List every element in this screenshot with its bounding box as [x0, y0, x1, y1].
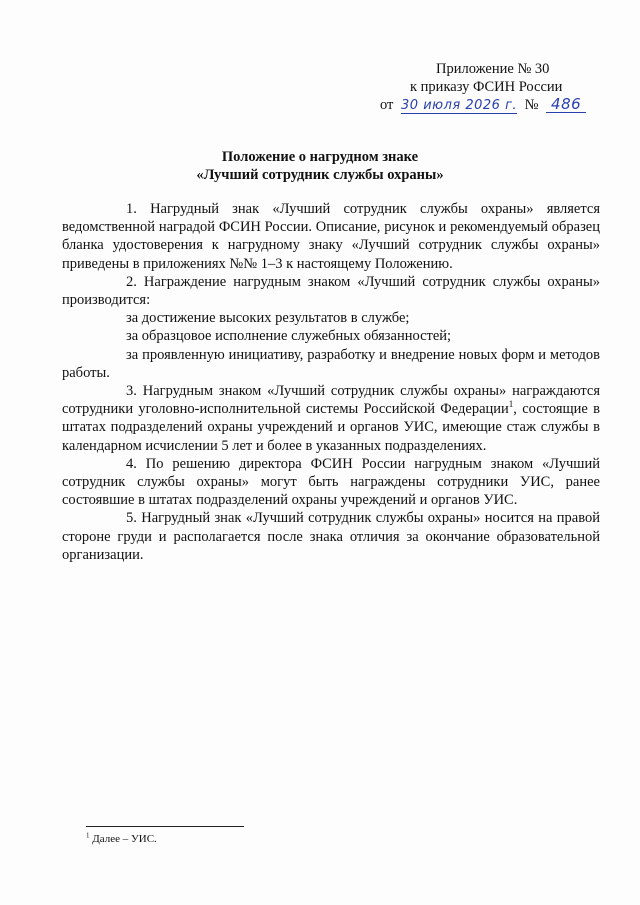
appendix-header — [380, 60, 610, 114]
paragraph-2-item-2: за образцовое исполнение служебных обязанностей; — [126, 328, 452, 345]
paragraph-5: 5. Нагрудный знак «Лучший сотрудник службы охраны» носится на правой стороне груди и располагается после знака отличия за окончание образовательной организации. — [62, 510, 600, 563]
order-reference: к приказу ФСИН России — [410, 79, 563, 95]
paragraph-1: 1. Нагрудный знак «Лучший сотрудник службы охраны» является ведомственной наградой ФСИН России. Описание, рисунок и рекомендуемый образец бланка удостоверения к нагрудному знаку «Лучший сотрудник службы охраны» приведены в приложениях №№ 1–3 к настоящему Положению. — [62, 201, 600, 272]
paragraph-2-item-1: за достижение высоких результатов в службе; — [126, 310, 410, 327]
paragraph-2: 2. Награждение нагрудным знаком «Лучший сотрудник службы охраны» производится: — [62, 273, 600, 309]
footnote-text: Далее – УИС. — [89, 833, 157, 845]
document-title — [60, 148, 580, 184]
footnote — [86, 832, 157, 846]
handwritten-number: 486 — [546, 97, 586, 113]
paragraph-3 — [62, 382, 600, 455]
paragraph-2-item-3: за проявленную инициативу, разработку и внедрение новых форм и методов работы. — [62, 346, 600, 381]
from-label: от — [380, 97, 394, 113]
title-line-2: «Лучший сотрудник службы охраны» — [196, 167, 444, 183]
order-date-number-line — [380, 96, 610, 114]
paragraph-3-start: 3. Нагрудным знаком «Лучший сотрудник службы охраны» награждаются сотрудники уголовно-исполнительной системы Российской Федерации — [62, 383, 600, 418]
handwritten-date: 30 июля 2026 г. — [401, 98, 518, 113]
footnote-mark: 1 — [86, 831, 90, 840]
footnote-reference-mark: 1 — [508, 399, 514, 410]
footnote-separator — [86, 826, 244, 827]
paragraph-4: 4. По решению директора ФСИН России нагрудным знаком «Лучший сотрудник службы охраны» могут быть награждены сотрудники УИС, ранее состоявшие в штатах подразделений охраны учреждений и органов УИС. — [62, 455, 600, 509]
document-body — [62, 200, 600, 564]
title-line-1: Положение о нагрудном знаке — [221, 149, 419, 165]
number-label: № — [524, 97, 539, 113]
appendix-label: Приложение № 30 — [436, 61, 550, 77]
paragraph-3-end: , состоящие в штатах подразделений охраны учреждений и органов УИС, имеющие стаж службы в календарном исчислении 5 лет и более в указанных подразделениях. — [62, 401, 600, 454]
